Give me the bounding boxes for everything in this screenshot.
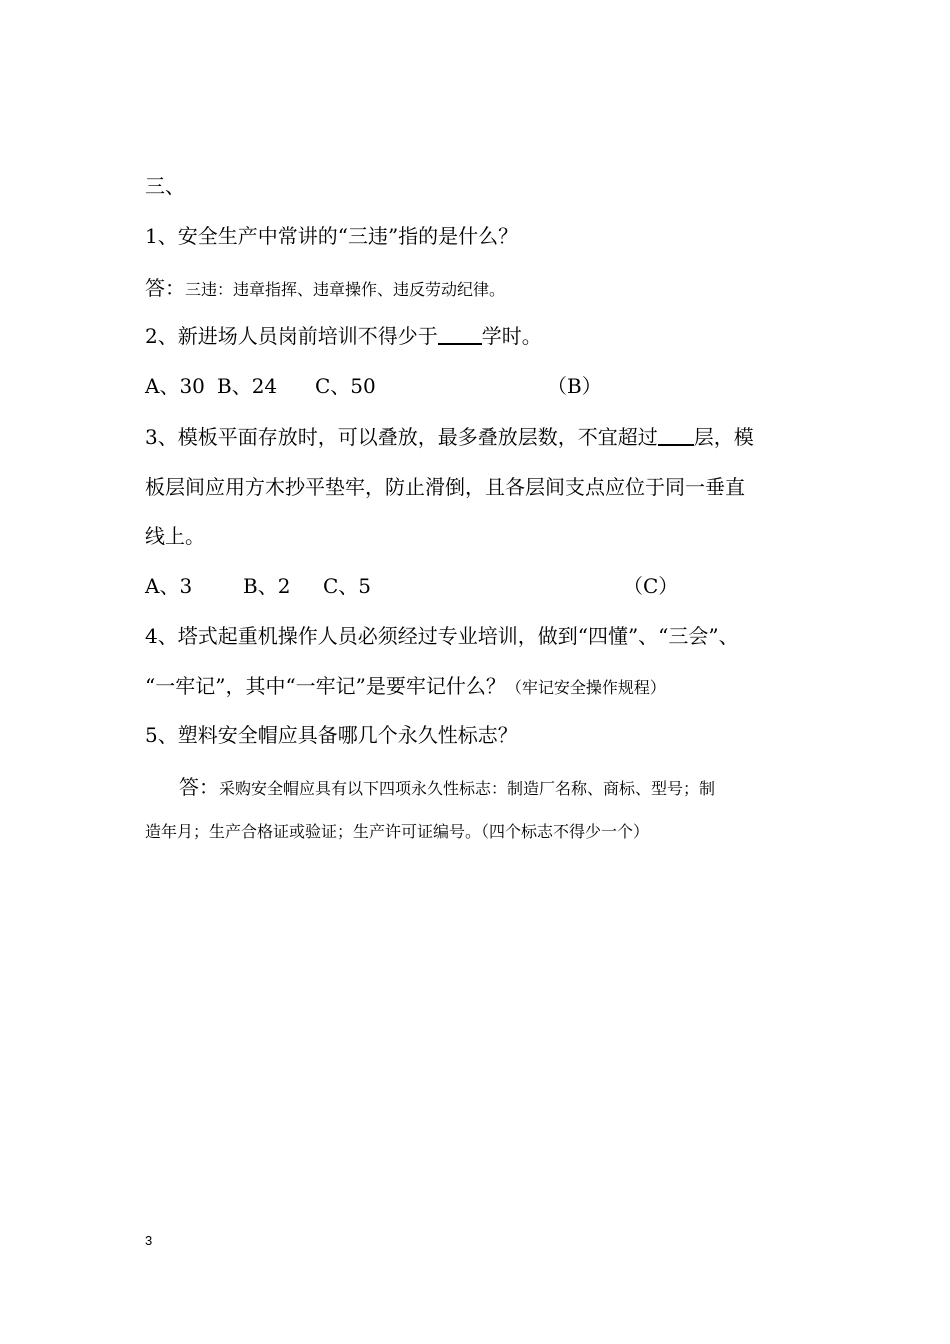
question-2-option-c: C、50 <box>315 374 376 398</box>
answer-1-text: 三违：违章指挥、违章操作、违反劳动纪律。 <box>185 280 506 299</box>
answer-5-text-1: 采购安全帽应具有以下四项永久性标志：制造厂名称、商标、型号；制 <box>219 779 716 798</box>
question-3-option-a: A、3 <box>145 574 193 598</box>
answer-1 <box>145 274 815 304</box>
question-3-options <box>145 572 815 600</box>
question-3-option-b: B、2 <box>243 574 291 598</box>
question-2-text: 2、新进场人员岗前培训不得少于 <box>145 324 438 348</box>
question-5: 5、塑料安全帽应具备哪几个永久性标志？ <box>145 723 518 747</box>
question-2-suffix: 学时。 <box>481 324 542 348</box>
question-3-blank <box>658 424 694 446</box>
question-3-line-3: 线上。 <box>145 524 205 548</box>
answer-5-line-1 <box>145 773 815 803</box>
question-4-line-1: 4、塔式起重机操作人员必须经过专业培训，做到“四懂”、“三会”、 <box>145 624 739 648</box>
question-3-answer: （C） <box>623 574 679 598</box>
answer-5-line-2: 造年月；生产合格证或验证；生产许可证编号。（四个标志不得少一个） <box>145 822 650 841</box>
question-4-line-2 <box>145 672 815 702</box>
question-2-option-b: B、24 <box>217 374 278 398</box>
question-3-text-1 <box>145 423 754 451</box>
question-2-answer: （B） <box>547 374 602 398</box>
question-2-blank <box>438 323 482 345</box>
question-2-option-a: A、30 <box>145 374 205 398</box>
section-heading: 三、 <box>145 174 185 198</box>
answer-1-label: 答： <box>145 276 185 300</box>
question-4-answer: （牢记安全操作规程） <box>505 678 666 697</box>
question-3-line-1 <box>145 423 815 451</box>
question-1: 1、安全生产中常讲的“三违”指的是什么？ <box>145 224 519 248</box>
question-3-line-2: 板层间应用方木抄平垫牢，防止滑倒，且各层间支点应位于同一垂直 <box>145 475 745 499</box>
answer-5-label: 答： <box>179 775 219 799</box>
question-2 <box>145 322 815 350</box>
question-3-text-1-pre: 3、模板平面存放时，可以叠放，最多叠放层数，不宜超过 <box>145 425 658 449</box>
question-2-options <box>145 372 815 400</box>
question-4-text-2: “一牢记”，其中“一牢记”是要牢记什么？ <box>145 674 506 698</box>
question-3-option-c: C、5 <box>323 574 372 598</box>
question-3-text-1-post: 层，模 <box>693 425 754 449</box>
page-number: 3 <box>145 1233 153 1248</box>
